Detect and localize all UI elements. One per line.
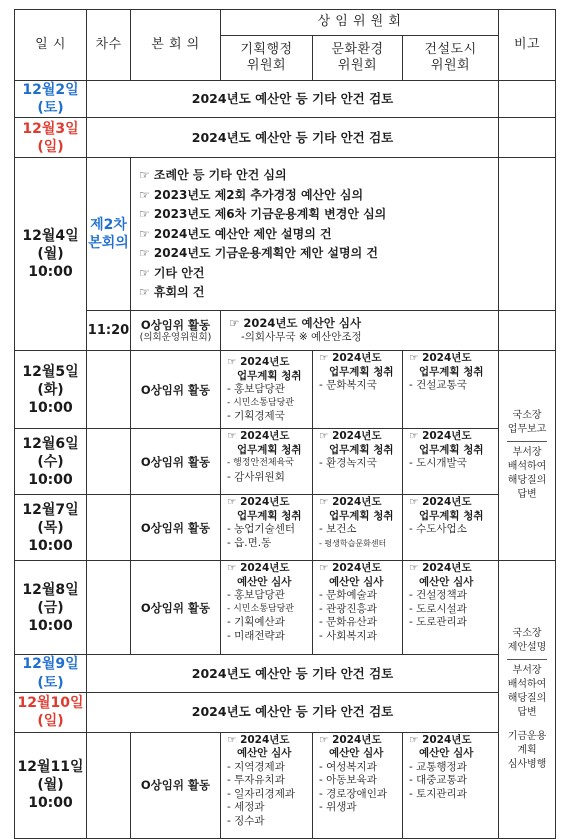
row-dec2 bbox=[15, 81, 556, 118]
activity-cell: O상임위 활동 bbox=[131, 351, 221, 429]
date-cell: 12월5일 (화) 10:00 bbox=[15, 351, 87, 429]
row-dec6 bbox=[15, 429, 556, 495]
date-cell: 12월6일 (수) 10:00 bbox=[15, 429, 87, 495]
remarks-empty bbox=[499, 158, 556, 311]
activity-cell: O상임위 활동 bbox=[131, 561, 221, 655]
header-plenary: 본 회 의 bbox=[131, 10, 221, 81]
activity-cell: O상임위 활동 (의회운영위원회) bbox=[131, 311, 221, 351]
header-remarks: 비고 bbox=[499, 10, 556, 81]
date-cell: 12월8일 (금) 10:00 bbox=[15, 561, 87, 655]
activity-cell: O상임위 활동 bbox=[131, 732, 221, 838]
header-committees: 상 임 위 원 회 bbox=[221, 10, 499, 36]
agenda-item: ☞ 2024년도 예산안 제안 설명의 건 bbox=[139, 226, 332, 241]
agenda-item: ☞ 2023년도 제2회 추가경정 예산안 심의 bbox=[139, 187, 364, 202]
committee-cell-construction: ☞ 2024년도 업무계획 청취 - 도시개발국 bbox=[403, 429, 499, 495]
committee-cell-planning: ☞ 2024년도 예산안 심사 - 홍보담당관 - 시민소통담당관 - 기획예산과 - 미래전략과 bbox=[221, 561, 313, 655]
committee-cell-planning: ☞ 2024년도 예산안 심사 - 지역경제과 - 투자유치과 - 일자리경제과 - 세정과 - 징수과 bbox=[221, 732, 313, 838]
date-cell: 12월10일 (일) bbox=[15, 692, 87, 732]
budget-review-cell: ☞ 2024년도 예산안 심사 -의회사무국 ※ 예산안조정 bbox=[221, 311, 499, 351]
row-dec11 bbox=[15, 732, 556, 838]
row-dec7 bbox=[15, 495, 556, 561]
committee-cell-culture: ☞ 2024년도 예산안 심사 - 문화예술과 - 관광진흥과 - 문화유산과 - 사회복지과 bbox=[313, 561, 403, 655]
header-round: 차수 bbox=[87, 10, 131, 81]
committee-cell-planning: ☞ 2024년도 업무계획 청취 - 홍보담당관 - 시민소통담당관 - 기획경제국 bbox=[221, 351, 313, 429]
row-dec3 bbox=[15, 118, 556, 158]
committee-cell-culture: ☞ 2024년도 업무계획 청취 - 환경녹지국 bbox=[313, 429, 403, 495]
committee-cell-construction: ☞ 2024년도 예산안 심사 - 교통행정과 - 대중교통과 - 토지관리과 bbox=[403, 732, 499, 838]
agenda-item: ☞ 조례안 등 기타 안건 심의 bbox=[139, 168, 287, 183]
remarks-empty bbox=[499, 311, 556, 351]
agenda-item: ☞ 기타 안건 bbox=[139, 265, 205, 280]
header-committee-construction: 건설도시 위원회 bbox=[403, 36, 499, 81]
committee-cell-culture: ☞ 2024년도 예산안 심사 - 여성복지과 - 아동보육과 - 경로장애인과 - 위생과 bbox=[313, 732, 403, 838]
committee-cell-culture: ☞ 2024년도 업무계획 청취 - 문화복지국 bbox=[313, 351, 403, 429]
header-committee-culture: 문화환경 위원회 bbox=[313, 36, 403, 81]
row-dec4 bbox=[15, 158, 556, 311]
committee-cell-planning: ☞ 2024년도 업무계획 청취 - 행정안전체육국 - 감사위원회 bbox=[221, 429, 313, 495]
committee-cell-culture: ☞ 2024년도 업무계획 청취 - 보건소 - 평생학습문화센터 bbox=[313, 495, 403, 561]
date-cell: 12월4일 (월) 10:00 bbox=[15, 158, 87, 351]
date-cell: 12월2일 (토) bbox=[15, 81, 87, 118]
round-empty bbox=[87, 429, 131, 495]
review-text: 2024년도 예산안 등 기타 안건 검토 bbox=[87, 81, 499, 118]
plenary-agenda bbox=[131, 158, 499, 311]
row-dec9 bbox=[15, 655, 556, 692]
round-empty bbox=[87, 495, 131, 561]
committee-cell-construction: ☞ 2024년도 업무계획 청취 - 건설교통국 bbox=[403, 351, 499, 429]
date-cell: 12월7일 (목) 10:00 bbox=[15, 495, 87, 561]
committee-cell-planning: ☞ 2024년도 업무계획 청취 - 농업기술센터 - 읍.면.동 bbox=[221, 495, 313, 561]
round-empty bbox=[87, 351, 131, 429]
review-text: 2024년도 예산안 등 기타 안건 검토 bbox=[87, 655, 499, 692]
review-text: 2024년도 예산안 등 기타 안건 검토 bbox=[87, 692, 499, 732]
remarks-budget-review: 국소장 제안설명 부서장 배석하여 해당질의 답변 기금운용 계획 심사병행 bbox=[499, 561, 556, 838]
divider bbox=[507, 659, 547, 660]
committee-cell-construction: ☞ 2024년도 업무계획 청취 - 수도사업소 bbox=[403, 495, 499, 561]
date-cell: 12월9일 (토) bbox=[15, 655, 87, 692]
round-empty bbox=[87, 561, 131, 655]
remarks-empty bbox=[499, 118, 556, 158]
remarks-business-report: 국소장 업무보고 부서장 배석하여 해당질의 답변 bbox=[499, 351, 556, 561]
date-cell: 12월3일 (일) bbox=[15, 118, 87, 158]
time-cell: 11:20 bbox=[87, 311, 131, 351]
activity-cell: O상임위 활동 bbox=[131, 495, 221, 561]
row-dec8 bbox=[15, 561, 556, 655]
agenda-item: ☞ 2023년도 제6차 기금운용계획 변경안 심의 bbox=[139, 207, 387, 222]
row-dec5 bbox=[15, 351, 556, 429]
divider bbox=[507, 441, 547, 442]
header-date: 일 시 bbox=[15, 10, 87, 81]
schedule-table bbox=[14, 9, 556, 839]
review-text: 2024년도 예산안 등 기타 안건 검토 bbox=[87, 118, 499, 158]
row-dec10 bbox=[15, 692, 556, 732]
agenda-item: ☞ 2024년도 기금운용계획안 제안 설명의 건 bbox=[139, 246, 378, 261]
agenda-item: ☞ 휴회의 건 bbox=[139, 285, 205, 300]
round-empty bbox=[87, 732, 131, 838]
activity-cell: O상임위 활동 bbox=[131, 429, 221, 495]
round-label: 제2차 본회의 bbox=[87, 158, 131, 311]
committee-cell-construction: ☞ 2024년도 예산안 심사 - 건설정책과 - 도로시설과 - 도로관리과 bbox=[403, 561, 499, 655]
date-cell: 12월11일 (월) 10:00 bbox=[15, 732, 87, 838]
header-committee-planning: 기획행정 위원회 bbox=[221, 36, 313, 81]
remarks-empty bbox=[499, 81, 556, 118]
row-dec4-sub bbox=[15, 311, 556, 351]
